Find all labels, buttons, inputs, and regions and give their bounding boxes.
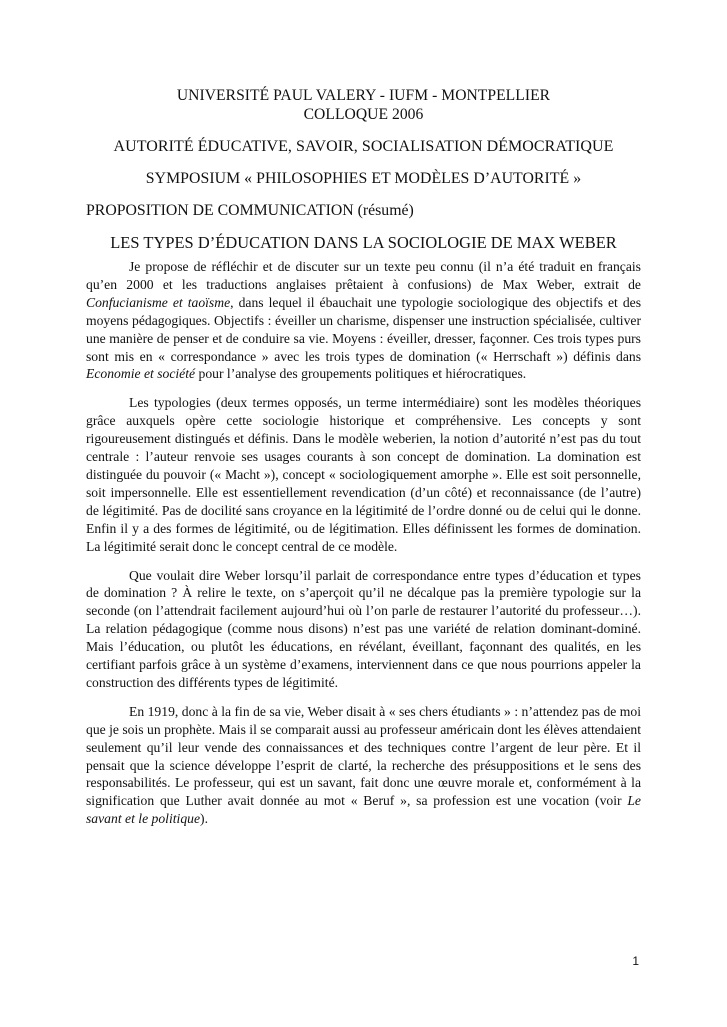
document-title: LES TYPES D’ÉDUCATION DANS LA SOCIOLOGIE DE MAX WEBER xyxy=(110,233,617,252)
paragraph-4 xyxy=(86,703,641,828)
paragraph-4-text-a: En 1919, donc à la fin de sa vie, Weber disait à « ses chers étudiants » : n’attendez pas de moi que je sois un prophète. Mais il se comparait aussi au professeur américain dont les élèves attendaient seulement qu’il leur vende des connaissances et des techniques contre l’argent de leur père. Et il pensait que la science développe l’esprit de clarté, la recherche des présuppositions et le sens des responsabilités. Le professeur, qui est un savant, fait donc une œuvre morale et, conformément à la signification que Luther avait donnée au mot « Beruf », sa profession est une vocation (voir xyxy=(86,703,641,809)
institution-line: UNIVERSITÉ PAUL VALERY - IUFM - MONTPELLIER xyxy=(176,87,551,104)
proposal-heading: PROPOSITION DE COMMUNICATION (résumé) xyxy=(86,202,414,219)
document-body xyxy=(86,258,641,828)
theme-heading: AUTORITÉ ÉDUCATIVE, SAVOIR, SOCIALISATION DÉMOCRATIQUE xyxy=(113,138,614,155)
document-page xyxy=(86,86,641,839)
paragraph-4-text-c: ). xyxy=(200,811,208,827)
paragraph-2: Les typologies (deux termes opposés, un terme intermédiaire) sont les modèles théoriques grâce auxquels opère cette sociologie historique et compréhensive. Les concepts y sont rigoureusement distingués et définis. Dans le modèle weberien, la notion d’autorité n’est pas du tout centrale : l’auteur renvoie ses usages courants à son concept de domination. La domination est distinguée du pouvoir (« Macht »), concept « sociologiquement amorphe ». Elle est soit personnelle, soit impersonnelle. Elle est essentiellement revendication (d’un côté) et reconnaissance (de l’autre) de légitimité. Pas de docilité sans croyance en la légitimité de l’ordre donné ou de celui qui le donne. Enfin il y a des formes de légitimité, ou de légitimation. Elles définissent les formes de domination. La légitimité serait donc le concept central de ce modèle. xyxy=(86,395,641,554)
symposium-heading: SYMPOSIUM « PHILOSOPHIES ET MODÈLES D’AUTORITÉ » xyxy=(145,170,582,187)
page-number: 1 xyxy=(632,954,639,968)
document-header xyxy=(86,86,641,124)
book-title-savant: Le savant et le politique xyxy=(86,793,641,827)
paragraph-1-text-a: Je propose de réfléchir et de discuter sur un texte peu connu (il n’a été traduit en français qu’en 2000 et les traductions anglaises prêtaient à confusions) de Max Weber, extrait de xyxy=(86,259,641,292)
paragraph-1 xyxy=(86,258,641,383)
paragraph-3: Que voulait dire Weber lorsqu’il parlait de correspondance entre types d’éducation et types de domination ? À relire le texte, on s’aperçoit qu’il ne décalque pas la première typologie sur la seconde (on l’attendrait facilement aujourd’hui où l’on parle de restaurer l’autorité du professeur…). La relation pédagogique (comme nous disons) n’est pas une variété de relation dominant-dominé. Mais l’éducation, ou plutôt les éducations, en révélant, éveillant, façonnant des qualités, en les certifiant parfois grâce à un système d’examens, interviennent dans ce que nous pourrions appeler la construction des différents types de légitimité. xyxy=(86,567,641,690)
paragraph-1-text-e: pour l’analyse des groupements politiques et hiérocratiques. xyxy=(195,366,527,382)
event-line: COLLOQUE 2006 xyxy=(303,106,424,123)
paragraph-1-text-c: , dans lequel il ébauchait une typologie sociologique des objectifs et des moyens pédagogiques. Objectifs : éveiller un charisme, dispenser une instruction spécialisée, cultiver une manière de penser et de conduire sa vie. Moyens : éveiller, dresser, façonner. Ces trois types purs sont mis en « correspondance » avec les trois types de domination (« Herrschaft ») définis dans xyxy=(86,294,642,364)
book-title-confucianisme: Confucianisme et taoïsme xyxy=(86,294,231,310)
book-title-economie: Economie et société xyxy=(86,366,196,382)
